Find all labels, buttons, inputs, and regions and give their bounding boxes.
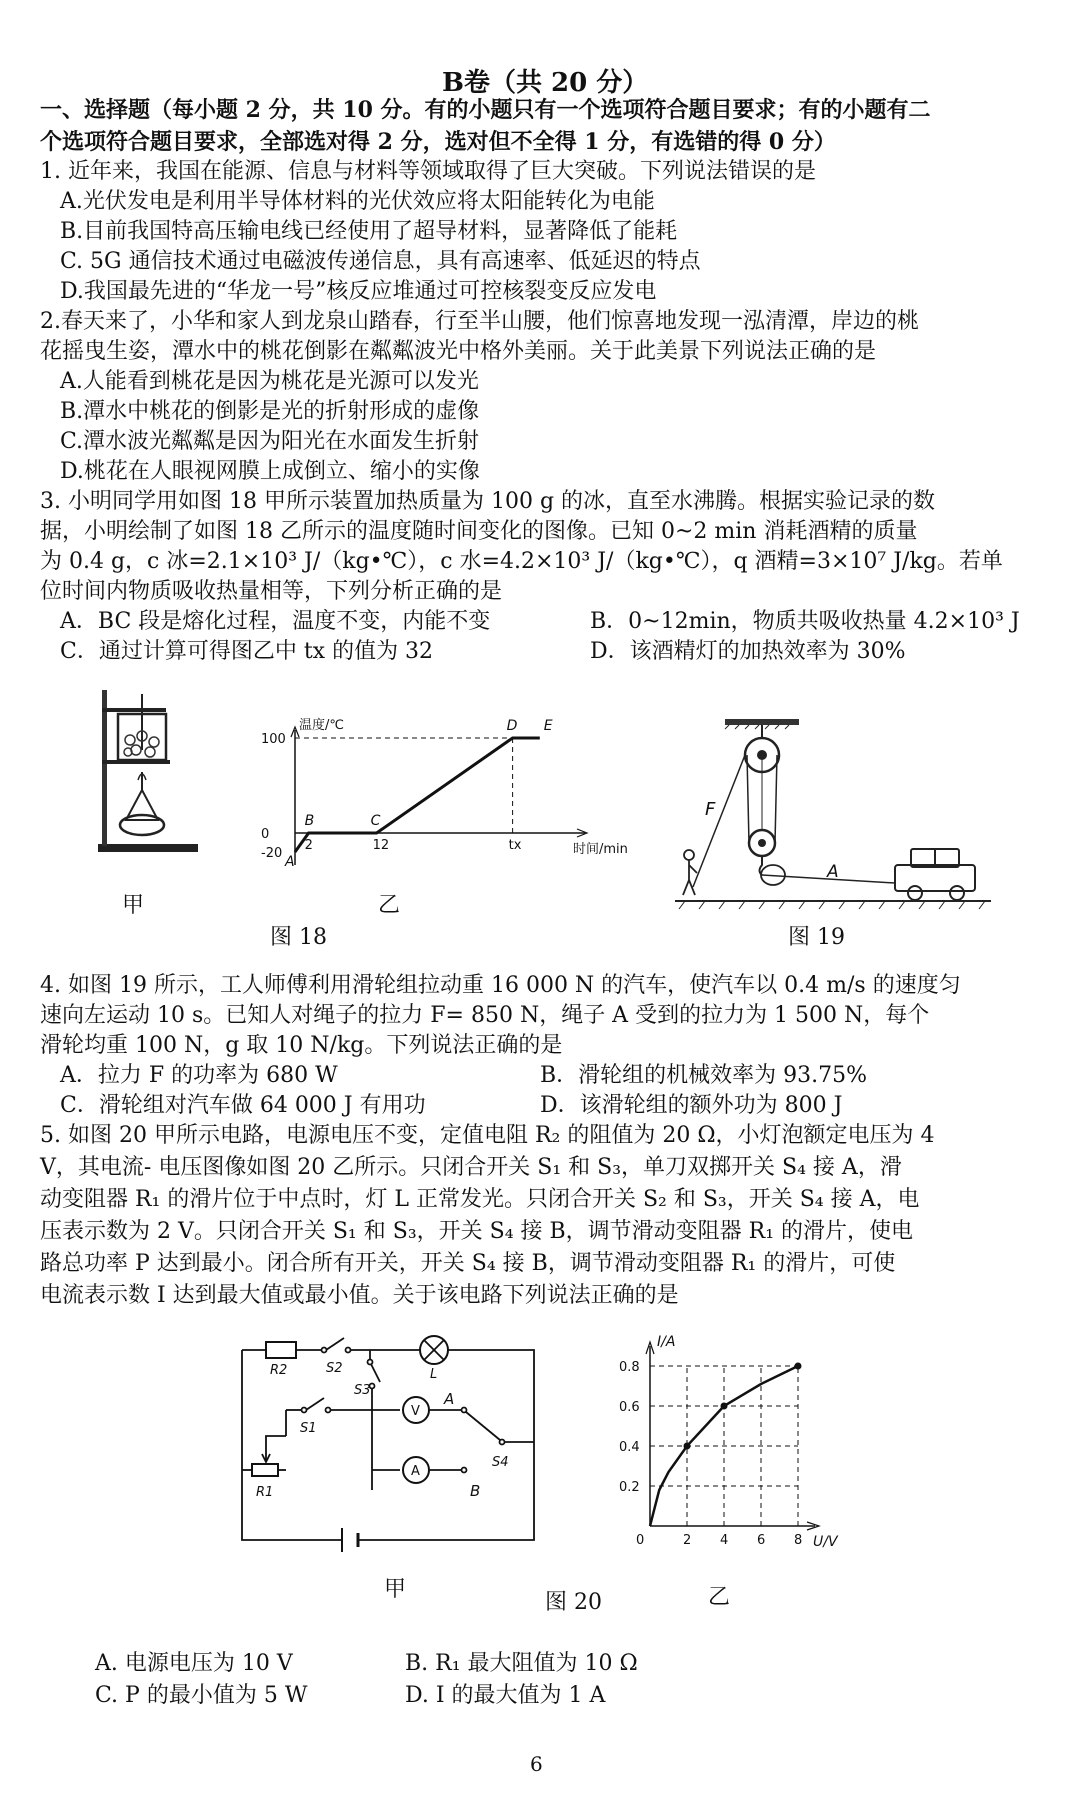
fig19-car — [895, 849, 975, 900]
fig20-point — [795, 1363, 802, 1370]
fig20-label-jia: 甲 — [384, 1577, 407, 1602]
q4-option-c: C．滑轮组对汽车做 64 000 J 有用功 — [60, 1093, 426, 1118]
q3-stem-line1: 3. 小明同学用如图 18 甲所示装置加热质量为 100 g 的冰，直至水沸腾。根据实验记录的数 — [40, 489, 936, 514]
fig20-label-s1: S1 — [300, 1421, 317, 1436]
section-heading-line1: 一、选择题（每小题 2 分，共 10 分。有的小题只有一个选项符合题目要求；有的小题有二 — [40, 97, 931, 123]
q3-option-b: B．0~12min，物质共吸收热量 4.2×10³ J — [590, 609, 1020, 634]
q5-stem-line6: 电流表示数 I 达到最大值或最小值。关于该电路下列说法正确的是 — [40, 1283, 679, 1308]
q4-stem-line2: 速向左运动 10 s。已知人对绳子的拉力 F= 850 N，绳子 A 受到的拉力为 1 500 N，每个 — [40, 1003, 930, 1028]
fig20-y-label: I/A — [657, 1334, 676, 1350]
section-heading-line2: 个选项符合题目要求，全部选对得 2 分，选对但不全得 1 分，有选错的得 0 分） — [40, 129, 836, 155]
fig18-caption: 图 18 — [270, 925, 327, 950]
fig18-point-D: D — [506, 718, 518, 734]
fig18-point-E: E — [543, 718, 553, 734]
fig20-label-v: V — [411, 1404, 420, 1419]
fig20-x-tick: 2 — [683, 1533, 692, 1548]
q3-option-d: D．该酒精灯的加热效率为 30% — [590, 639, 906, 664]
fig18-x-tick: tx — [508, 838, 522, 853]
page-title: B卷（共 20 分） — [442, 68, 649, 98]
q2-stem-line1: 2.春天来了，小华和家人到龙泉山踏春，行至半山腰，他们惊喜地发现一泓清潭，岸边的桃 — [40, 309, 919, 334]
fig19-rope-f — [693, 755, 745, 887]
fig20-label-yi: 乙 — [708, 1585, 731, 1610]
page-number: 6 — [530, 1752, 543, 1776]
fig18-x-tick: 2 — [304, 838, 313, 853]
fig20-label-b-terminal: B — [470, 1482, 481, 1500]
fig20-circuit — [230, 1320, 550, 1570]
fig18-x-tick: 12 — [372, 838, 390, 853]
fig20-label-s2: S2 — [326, 1361, 343, 1376]
q1-option-a: A.光伏发电是利用半导体材料的光伏效应将太阳能转化为电能 — [60, 189, 655, 214]
fig20-x-tick: 8 — [794, 1533, 803, 1548]
q4-option-d: D．该滑轮组的额外功为 800 J — [540, 1093, 843, 1118]
fig20-label-s3: S3 — [354, 1383, 371, 1398]
q3-option-c: C．通过计算可得图乙中 tx 的值为 32 — [60, 639, 434, 664]
q4-stem-line1: 4. 如图 19 所示，工人师傅利用滑轮组拉动重 16 000 N 的汽车，使汽车以 0.4 m/s 的速度匀 — [40, 973, 961, 998]
fig18-y-tick: 100 — [261, 732, 286, 747]
q1-option-c: C. 5G 通信技术通过电磁波传递信息，具有高速率、低延迟的特点 — [60, 249, 701, 274]
q5-option-c: C. P 的最小值为 5 W — [95, 1683, 308, 1708]
fig20-label-a-terminal: A — [444, 1390, 455, 1408]
fig18-label-yi: 乙 — [378, 893, 401, 918]
fig18-y-tick: -20 — [261, 846, 283, 861]
q2-option-a: A.人能看到桃花是因为桃花是光源可以发光 — [60, 369, 479, 394]
fig20-caption: 图 20 — [545, 1590, 602, 1615]
fig18-y-label: 温度/℃ — [299, 718, 344, 733]
q5-option-b: B. R₁ 最大阻值为 10 Ω — [405, 1651, 638, 1676]
fig20-label-s4: S4 — [492, 1455, 509, 1470]
fig19-caption: 图 19 — [788, 925, 845, 950]
fig18-point-B: B — [304, 813, 315, 829]
fig20-y-tick: 0.8 — [619, 1360, 640, 1375]
q4-option-b: B．滑轮组的机械效率为 93.75% — [540, 1063, 868, 1088]
fig20-x-label: U/V — [813, 1534, 838, 1550]
fig19-ceiling — [725, 719, 799, 725]
fig20-chart — [615, 1328, 845, 1558]
fig19-label-a: A — [827, 862, 839, 882]
fig18-apparatus — [80, 680, 210, 860]
fig20-x-tick: 6 — [757, 1533, 766, 1548]
fig20-x-tick: 4 — [720, 1533, 729, 1548]
fig20-label-ammeter: A — [411, 1464, 420, 1479]
fig18-point-A: A — [285, 854, 295, 870]
fig20-y-tick: 0.2 — [619, 1480, 640, 1495]
fig18-x-label: 时间/min — [573, 842, 628, 857]
fig18-y-tick: 0 — [261, 827, 270, 842]
fig19-label-f: F — [705, 799, 716, 820]
q3-stem-line2: 据，小明绘制了如图 18 乙所示的温度随时间变化的图像。已知 0~2 min 消耗酒精的质量 — [40, 519, 918, 544]
q2-stem-line2: 花摇曳生姿，潭水中的桃花倒影在粼粼波光中格外美丽。关于此美景下列说法正确的是 — [40, 339, 877, 364]
q3-stem-line3: 为 0.4 g，c 冰=2.1×10³ J/（kg•℃），c 水=4.2×10³ J/（kg•℃），q 酒精=3×10⁷ J/kg。若单 — [40, 549, 1003, 574]
fig20-x-tick: 0 — [636, 1533, 645, 1548]
q5-option-a: A. 电源电压为 10 V — [95, 1651, 293, 1676]
q2-option-d: D.桃花在人眼视网膜上成倒立、缩小的实像 — [60, 459, 480, 484]
fig20-y-tick: 0.6 — [619, 1400, 640, 1415]
q5-stem-line5: 路总功率 P 达到最小。闭合所有开关，开关 S₄ 接 B，调节滑动变阻器 R₁ 的滑片，可使 — [40, 1251, 896, 1276]
q3-stem-line4: 位时间内物质吸收热量相等，下列分析正确的是 — [40, 579, 503, 604]
q4-stem-line3: 滑轮均重 100 N，g 取 10 N/kg。下列说法正确的是 — [40, 1033, 563, 1058]
q5-stem-line1: 5. 如图 20 甲所示电路，电源电压不变，定值电阻 R₂ 的阻值为 20 Ω，小灯泡额定电压为 4 — [40, 1123, 935, 1148]
fig18-point-C: C — [370, 813, 381, 829]
q5-stem-line4: 压表示数为 2 V。只闭合开关 S₁ 和 S₃，开关 S₄ 接 B，调节滑动变阻器 R₁ 的滑片，使电 — [40, 1219, 914, 1244]
q1-option-d: D.我国最先进的“华龙一号”核反应堆通过可控核裂变反应发电 — [60, 279, 657, 304]
q3-option-a: A．BC 段是熔化过程，温度不变，内能不变 — [60, 609, 491, 634]
fig20-label-r2: R2 — [270, 1363, 288, 1378]
q5-stem-line3: 动变阻器 R₁ 的滑片位于中点时，灯 L 正常发光。只闭合开关 S₂ 和 S₃，开关 S₄ 接 A，电 — [40, 1187, 920, 1212]
fig20-y-tick: 0.4 — [619, 1440, 640, 1455]
q4-option-a: A．拉力 F 的功率为 680 W — [60, 1063, 338, 1088]
fig18-temperature-line — [295, 738, 540, 852]
q2-option-c: C.潭水波光粼粼是因为阳光在水面发生折射 — [60, 429, 480, 454]
q1-stem: 1. 近年来，我国在能源、信息与材料等领域取得了巨大突破。下列说法错误的是 — [40, 159, 816, 184]
fig20-point — [721, 1403, 728, 1410]
fig20-label-r1: R1 — [256, 1485, 274, 1500]
fig18-label-jia: 甲 — [122, 893, 145, 918]
fig19-pulley-diagram — [675, 715, 995, 915]
fig19-worker — [684, 850, 694, 860]
q5-option-d: D. I 的最大值为 1 A — [405, 1683, 606, 1708]
fig18-chart — [255, 715, 635, 900]
q5-stem-line2: V，其电流- 电压图像如图 20 乙所示。只闭合开关 S₁ 和 S₃，单刀双掷开关 S₄ 接 A，滑 — [40, 1155, 902, 1180]
q2-option-b: B.潭水中桃花的倒影是光的折射形成的虚像 — [60, 399, 480, 424]
q1-option-b: B.目前我国特高压输电线已经使用了超导材料，显著降低了能耗 — [60, 219, 678, 244]
fig20-point — [684, 1443, 691, 1450]
fig20-label-l: L — [430, 1367, 438, 1382]
